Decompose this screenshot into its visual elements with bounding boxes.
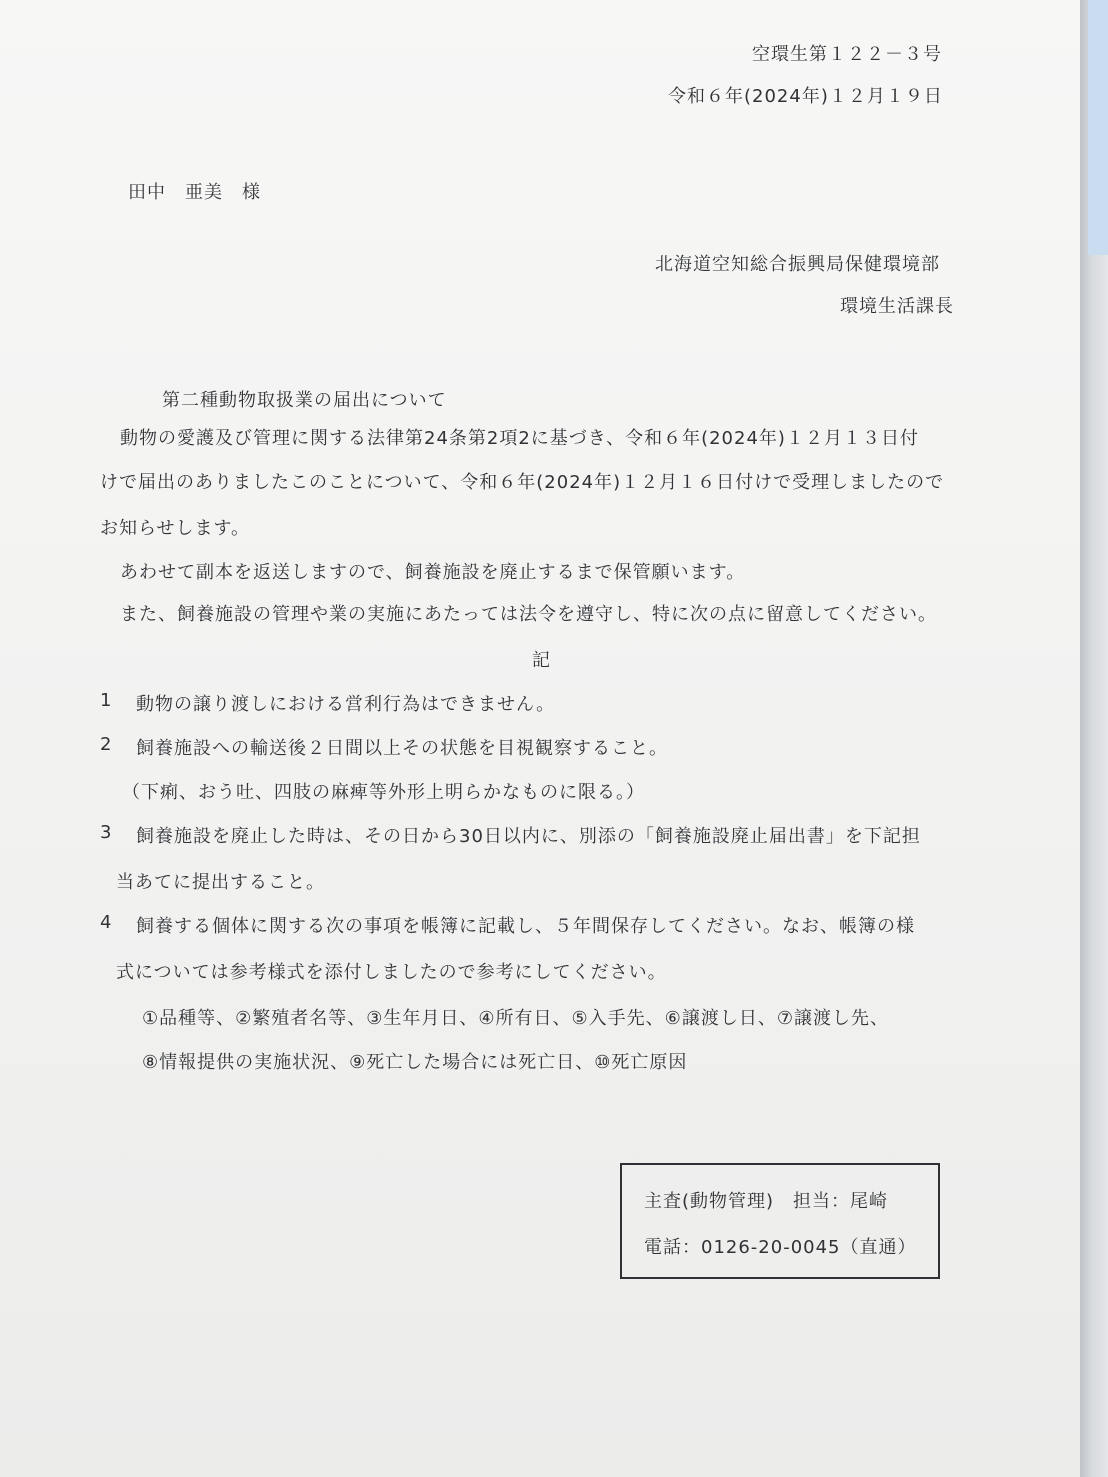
item-number: 1 — [100, 690, 113, 711]
document-number: 空環生第１２２－３号 — [752, 44, 942, 65]
document-date: 令和６年(2024年)１２月１９日 — [668, 86, 943, 107]
sender-title: 環境生活課長 — [840, 296, 954, 317]
item-2-note: （下痢、おう吐、四肢の麻痺等外形上明らかなものに限る。） — [122, 782, 645, 803]
item-4-list-b: ⑧情報提供の実施状況、⑨死亡した場合には死亡日、⑩死亡原因 — [142, 1052, 688, 1073]
item-4-text-cont: 式については参考様式を添付しましたので参考にしてください。 — [116, 962, 667, 983]
item-1-text: 動物の譲り渡しにおける営利行為はできません。 — [136, 694, 556, 715]
item-number: 3 — [100, 822, 113, 843]
item-number: 4 — [100, 912, 113, 933]
body-paragraph-2: あわせて副本を返送しますので、飼養施設を廃止するまで保管願います。 — [120, 562, 746, 583]
item-3-text: 飼養施設を廃止した時は、その日から30日以内に、別添の「飼養施設廃止届出書」を下記担 — [136, 826, 921, 847]
ki-heading: 記 — [532, 650, 551, 671]
body-paragraph-1a: 動物の愛護及び管理に関する法律第24条第2項2に基づき、令和６年(2024年)１２月１３日付 — [120, 428, 919, 449]
item-number: 2 — [100, 734, 113, 755]
page-edge-accent — [1088, 0, 1108, 255]
contact-phone: 電話：0126-20-0045（直通） — [644, 1237, 917, 1258]
contact-box — [620, 1163, 940, 1279]
body-paragraph-1c: お知らせします。 — [100, 518, 251, 539]
item-4-text: 飼養する個体に関する次の事項を帳簿に記載し、５年間保存してください。なお、帳簿の様 — [136, 916, 915, 937]
item-2-text: 飼養施設への輸送後２日間以上その状態を目視観察すること。 — [136, 738, 668, 759]
sender-organization: 北海道空知総合振興局保健環境部 — [655, 254, 940, 275]
body-paragraph-3: また、飼養施設の管理や業の実施にあたっては法令を遵守し、特に次の点に留意してください。 — [120, 604, 937, 625]
body-paragraph-1b: けで届出のありましたこのことについて、令和６年(2024年)１２月１６日付けで受理しましたので — [100, 472, 945, 493]
item-3-text-cont: 当あてに提出すること。 — [116, 872, 325, 893]
recipient-name: 田中 亜美 様 — [128, 182, 261, 203]
item-4-list-a: ①品種等、②繁殖者名等、③生年月日、④所有日、⑤入手先、⑥譲渡し日、⑦譲渡し先、 — [142, 1008, 889, 1029]
contact-person: 主査(動物管理) 担当：尾崎 — [644, 1191, 889, 1212]
subject-line: 第二種動物取扱業の届出について — [162, 390, 447, 411]
